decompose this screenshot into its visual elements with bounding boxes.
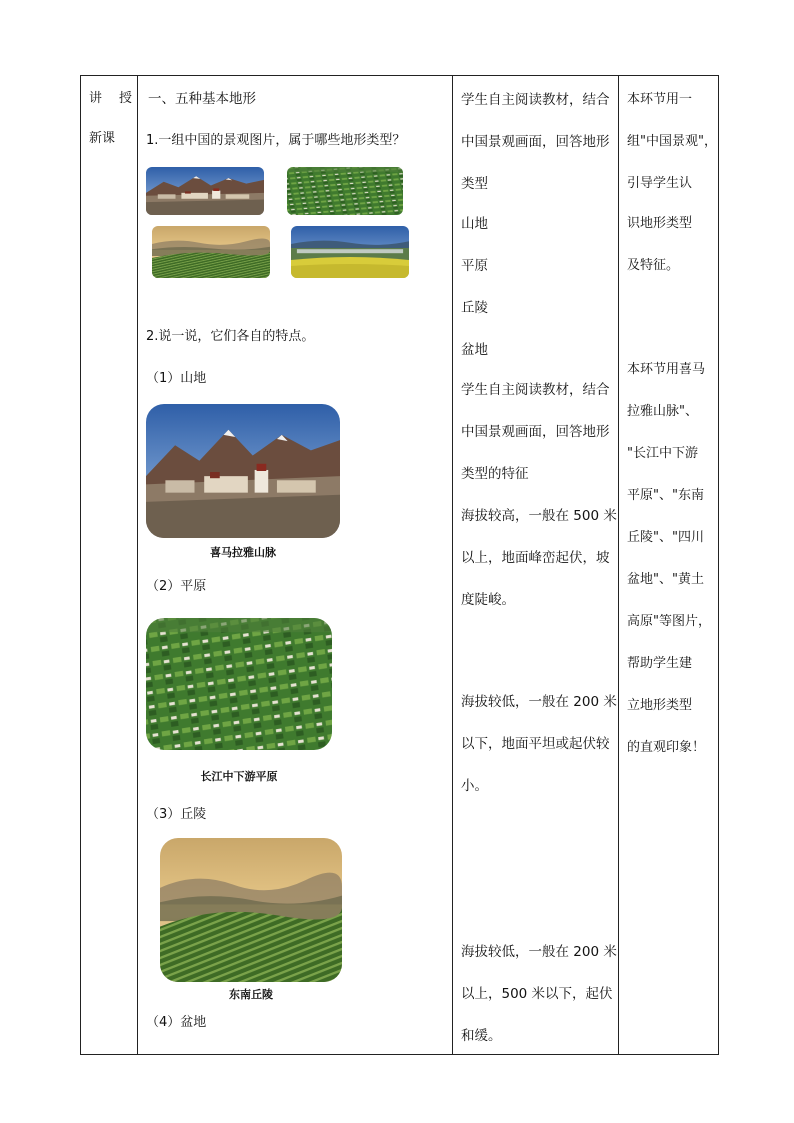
plain-caption: 长江中下游平原 xyxy=(200,770,278,783)
stage-label-1: 讲 授 xyxy=(89,91,135,106)
student-line: 盆地 xyxy=(461,342,488,358)
intent-line: 本环节用一 xyxy=(627,92,693,107)
intent-line: 高原"等图片， xyxy=(627,614,711,629)
student-line: 度陡峻。 xyxy=(461,592,515,608)
student-line: 和缓。 xyxy=(461,1028,502,1044)
intent-line: 识地形类型 xyxy=(627,216,693,231)
item-label-basin: （4）盆地 xyxy=(146,1015,207,1030)
plain-image xyxy=(146,618,332,750)
item-label-hill: （3）丘陵 xyxy=(146,807,207,822)
intent-line: 立地形类型 xyxy=(627,698,693,713)
student-line: 类型 xyxy=(461,176,488,192)
lesson-table xyxy=(80,75,719,1055)
student-line: 中国景观画面，回答地形 xyxy=(461,424,610,440)
intent-line: 的直观印象！ xyxy=(627,740,706,755)
item-label-plain: （2）平原 xyxy=(146,579,207,594)
hill-image xyxy=(160,838,342,982)
intent-line: 平原"、"东南 xyxy=(627,488,704,503)
student-line: 海拔较高，一般在 500 米 xyxy=(461,508,617,524)
teaching-content-cell xyxy=(138,76,453,1055)
design-intent-cell xyxy=(619,76,719,1055)
student-line: 小。 xyxy=(461,778,488,794)
student-line: 丘陵 xyxy=(461,300,488,316)
student-line: 类型的特征 xyxy=(461,466,529,482)
student-line: 山地 xyxy=(461,216,488,232)
thumb-hill-image xyxy=(152,226,270,278)
mountain-image xyxy=(146,404,340,538)
hill-caption: 东南丘陵 xyxy=(229,988,273,1001)
intent-line: 帮助学生建 xyxy=(627,656,693,671)
intent-line: 及特征。 xyxy=(627,258,680,273)
student-line: 以上，地面峰峦起伏，坡 xyxy=(461,550,610,566)
intent-line: 丘陵"、"四川 xyxy=(627,530,704,545)
student-line: 以上，500 米以下，起伏 xyxy=(461,986,613,1002)
student-activity-cell xyxy=(453,76,619,1055)
intent-line: 盆地"、"黄土 xyxy=(627,572,704,587)
item-label-mountain: （1）山地 xyxy=(146,371,207,386)
intent-line: 引导学生认 xyxy=(627,176,693,191)
intent-line: 本环节用喜马 xyxy=(627,362,706,377)
question-1: 1.一组中国的景观图片，属于哪些地形类型？ xyxy=(146,133,406,148)
stage-cell xyxy=(81,76,138,1055)
question-2: 2.说一说，它们各自的特点。 xyxy=(146,329,315,344)
student-line: 学生自主阅读教材，结合 xyxy=(461,382,610,398)
student-line: 海拔较低，一般在 200 米 xyxy=(461,694,617,710)
thumb-plain-image xyxy=(287,167,403,215)
section-heading: 一、五种基本地形 xyxy=(148,91,256,107)
mountain-caption: 喜马拉雅山脉 xyxy=(210,546,276,559)
intent-line: "长江中下游 xyxy=(627,446,698,461)
thumb-mountain-image xyxy=(146,167,264,215)
stage-label-2: 新课 xyxy=(89,131,116,146)
student-line: 海拔较低，一般在 200 米 xyxy=(461,944,617,960)
intent-line: 组"中国景观"， xyxy=(627,134,717,149)
intent-line: 拉雅山脉"、 xyxy=(627,404,698,419)
thumb-basin-image xyxy=(291,226,409,278)
student-line: 以下，地面平坦或起伏较 xyxy=(461,736,610,752)
student-line: 中国景观画面，回答地形 xyxy=(461,134,610,150)
student-line: 平原 xyxy=(461,258,488,274)
student-line: 学生自主阅读教材，结合 xyxy=(461,92,610,108)
